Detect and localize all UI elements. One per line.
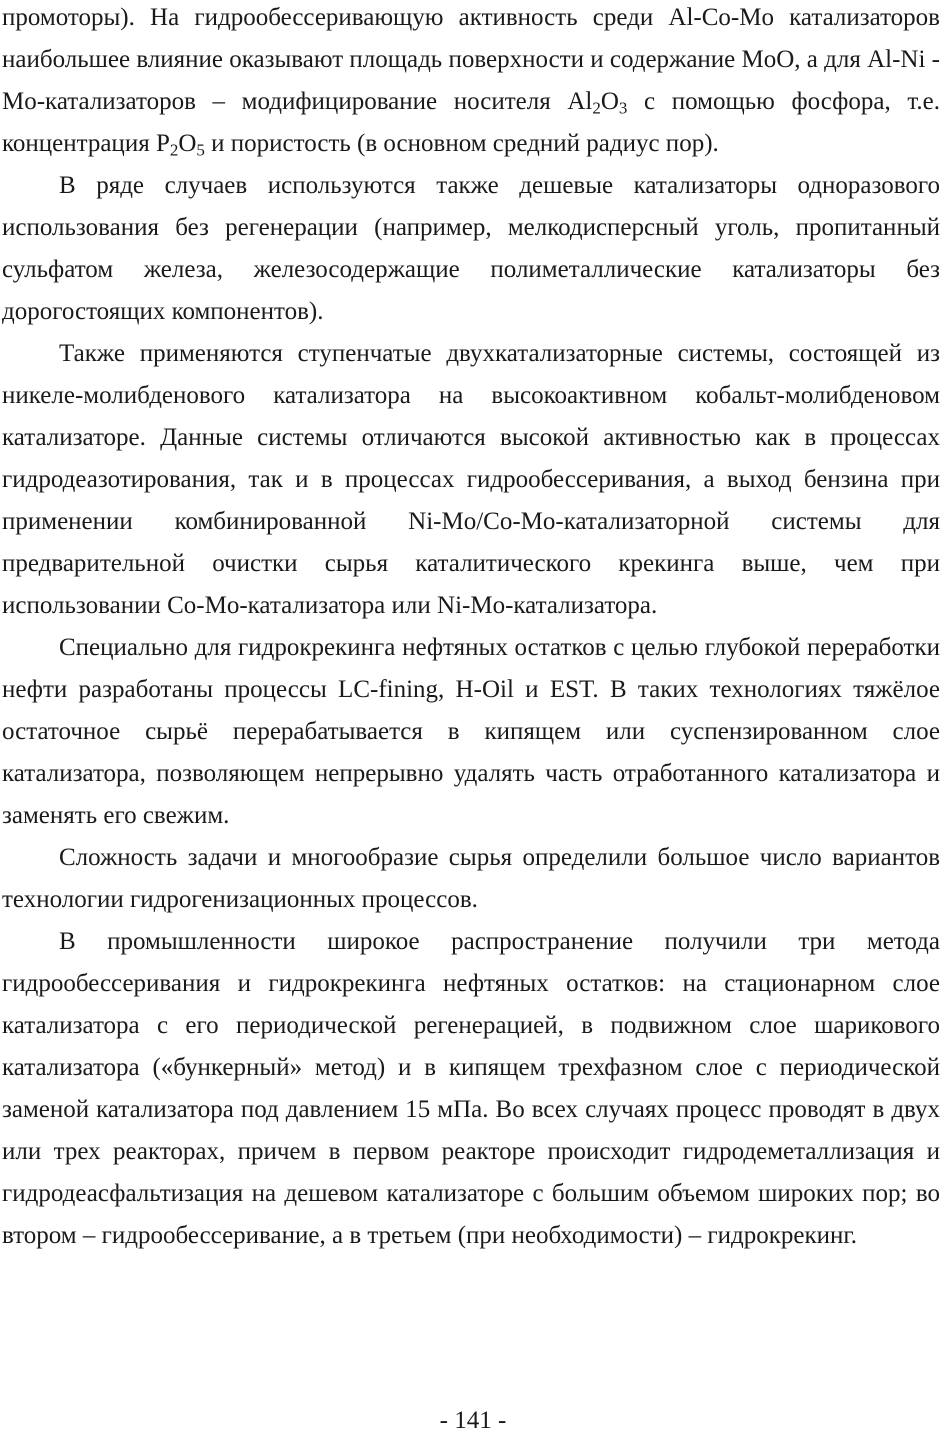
text-run: и пористость (в основном средний радиус пор). <box>204 130 719 157</box>
text-run: В ряде случаев используются также дешевые катализаторы одноразового использования без регенерации (например, мелкодисперсный уголь, пропитанный сульфатом железа, железосодержащие полиметаллические катализаторы без дорогостоящих компонентов). <box>2 172 940 325</box>
text-run: O <box>600 88 619 115</box>
text-run: Сложность задачи и многообразие сырья определили большое число вариантов технологии гидрогенизационных процессов. <box>2 844 940 913</box>
paragraph <box>2 333 940 627</box>
text-run: с помощью фосфора, т.е. концентрация P <box>2 88 941 157</box>
paragraph <box>2 165 940 333</box>
body-text <box>2 0 940 1257</box>
text-run: В промышленности широкое распространение получили три метода гидрообессеривания и гидрокрекинга нефтяных остатков: на стационарном слое катализатора с его периодической регенерацией, в подвижном слое шарикового катализатора («бункерный» метод) и в кипящем трехфазном слое с периодической заменой катализатора под давлением 15 мПа. Во всех случаях процесс проводят в двух или трех реакторах, причем в первом реакторе происходит гидродеметаллизация и гидродеасфальтизация на дешевом катализаторе с большим объемом широких пор; во втором – гидрообессеривание, а в третьем (при необходимости) – гидрокрекинг. <box>2 928 940 1249</box>
subscript: 3 <box>618 98 628 118</box>
paragraph <box>2 0 940 165</box>
page-number: - 141 - <box>439 1407 507 1434</box>
text-run: Также применяются ступенчатые двухкатализаторные системы, состоящей из никеле-молибденового катализатора на высокоактивном кобальт-молибденовом катализаторе. Данные системы отличаются высокой активностью как в процессах гидродеазотирования, так и в процессах гидрообессеривания, а выход бензина при применении комбинированной Ni-Mo/Co-Mo-катализаторной системы для предварительной очистки сырья каталитического крекинга выше, чем при использовании Co-Mo-катализатора или Ni-Mo-катализатора. <box>2 340 940 619</box>
text-run: O <box>178 130 197 157</box>
text-run: Специально для гидрокрекинга нефтяных остатков с целью глубокой переработки нефти разработаны процессы LC-fining, H-Oil и EST. В таких технологиях тяжёлое остаточное сырьё перерабатывается в кипящем или суспензированном слое катализатора, позволяющем непрерывно удалять часть отработанного катализатора и заменять его свежим. <box>2 634 940 829</box>
paragraph <box>2 921 940 1257</box>
subscript: 2 <box>592 98 601 118</box>
text-run: промоторы). На гидрообессеривающую активность среди Al-Co-Mo катализаторов наибольшее влияние оказывают площадь поверхности и содержание MoO, а для Al-Ni -Mo-катализаторов – модифицирование носителя Al <box>2 4 941 115</box>
paragraph <box>2 837 940 921</box>
paragraph <box>2 627 940 837</box>
subscript: 2 <box>169 140 179 160</box>
subscript: 5 <box>196 140 205 160</box>
